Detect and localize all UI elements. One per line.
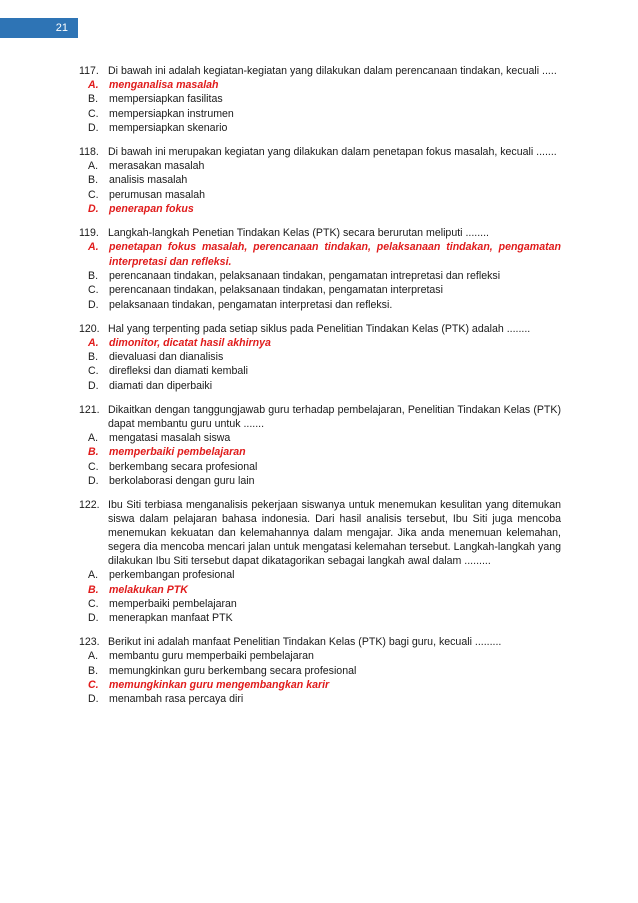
question-item xyxy=(79,322,561,393)
question-row xyxy=(79,145,561,159)
option-letter: C. xyxy=(88,460,99,473)
option-letter: C. xyxy=(88,679,99,692)
question-row xyxy=(79,322,561,336)
option-letter: A. xyxy=(88,569,99,582)
question-text: Di bawah ini adalah kegiatan-kegiatan yang dilakukan dalam perencanaan tindakan, kecuali ..... xyxy=(108,65,557,77)
option-text: penerapan fokus xyxy=(109,203,194,216)
answer-option xyxy=(79,611,561,625)
question-number: 121. xyxy=(79,404,100,417)
option-text: memperbaiki pembelajaran xyxy=(109,597,237,610)
option-text: analisis masalah xyxy=(109,174,188,187)
question-list xyxy=(79,64,561,717)
option-text: memungkinkan guru mengembangkan karir xyxy=(109,679,330,692)
option-text: perencanaan tindakan, pelaksanaan tindakan, pengamatan intrepretasi dan refleksi xyxy=(109,269,501,282)
question-text: Ibu Siti terbiasa menganalisis pekerjaan siswanya untuk menemukan kesulitan yang ditemukan siswa dalam pelajaran bahasa indonesia. Dari hasil analisis tersebut, Ibu Siti juga mencoba menemukan kekuatan dan kelemahannya dalam mengajar. Jika anda menemuan kelemahan, segera dia mencoba mencari jalan untuk mengatasi kelemahan tersebut. Langkah-langkah yang dilakukan Ibu Siti tersebut dapat dikatagorikan sebagai langkah awal dalam ......... xyxy=(108,499,561,568)
option-letter: D. xyxy=(88,474,99,487)
option-text: pelaksanaan tindakan, pengamatan interpretasi dan refleksi. xyxy=(109,298,393,311)
option-letter: A. xyxy=(88,336,99,349)
option-letter: A. xyxy=(88,160,99,173)
option-text: direfleksi dan diamati kembali xyxy=(109,365,248,378)
question-text: Berikut ini adalah manfaat Penelitian Tindakan Kelas (PTK) bagi guru, kecuali ......... xyxy=(108,636,502,649)
question-number: 120. xyxy=(79,322,100,335)
answer-option xyxy=(79,173,561,187)
question-item xyxy=(79,226,561,311)
answer-option xyxy=(79,107,561,121)
question-number: 118. xyxy=(79,146,99,159)
answer-option xyxy=(79,159,561,173)
question-text: Dikaitkan dengan tanggungjawab guru terhadap pembelajaran, Penelitian Tindakan Kelas (PTK) dapat membantu guru untuk ....... xyxy=(108,404,561,431)
answer-option xyxy=(79,431,561,445)
option-text: menambah rasa percaya diri xyxy=(109,693,244,706)
answer-option-correct xyxy=(79,202,561,216)
answer-option xyxy=(79,269,561,283)
option-text: diamati dan diperbaiki xyxy=(109,379,213,392)
answer-option-correct xyxy=(79,678,561,692)
option-letter: A. xyxy=(88,79,99,91)
answer-option xyxy=(79,649,561,663)
answer-option-correct xyxy=(79,445,561,459)
option-text: menerapkan manfaat PTK xyxy=(109,612,233,625)
option-text: melakukan PTK xyxy=(109,583,188,596)
option-letter: B. xyxy=(88,174,99,187)
option-letter: D. xyxy=(88,298,99,311)
question-row xyxy=(79,498,561,568)
question-row xyxy=(79,64,561,78)
answer-option xyxy=(79,568,561,582)
question-row xyxy=(79,635,561,649)
question-row xyxy=(79,226,561,240)
option-letter: B. xyxy=(88,269,99,282)
answer-option xyxy=(79,664,561,678)
question-number: 123. xyxy=(79,636,100,649)
answer-option-correct xyxy=(79,78,561,92)
answer-option xyxy=(79,597,561,611)
option-text: dimonitor, dicatat hasil akhirnya xyxy=(109,336,271,349)
option-text: mengatasi masalah siswa xyxy=(109,432,231,445)
question-number: 117. xyxy=(79,65,99,77)
answer-option xyxy=(79,379,561,393)
answer-option xyxy=(79,298,561,312)
question-item xyxy=(79,498,561,625)
option-text: merasakan masalah xyxy=(109,160,205,173)
option-text: memperbaiki pembelajaran xyxy=(109,446,246,459)
answer-option xyxy=(79,692,561,706)
option-text: berkolaborasi dengan guru lain xyxy=(109,474,255,487)
option-letter: B. xyxy=(88,446,99,459)
option-letter: D. xyxy=(88,203,99,216)
option-text: mempersiapkan skenario xyxy=(109,121,228,134)
answer-option-correct xyxy=(79,583,561,597)
answer-option xyxy=(79,364,561,378)
question-text: Langkah-langkah Penetian Tindakan Kelas (PTK) secara berurutan meliputi ........ xyxy=(108,227,490,240)
option-letter: B. xyxy=(88,351,99,364)
option-text: mempersiapkan fasilitas xyxy=(109,93,223,106)
option-letter: C. xyxy=(88,365,99,378)
answer-option xyxy=(79,188,561,202)
option-letter: A. xyxy=(88,650,99,663)
option-letter: A. xyxy=(88,241,99,254)
option-letter: B. xyxy=(88,664,99,677)
question-number: 122. xyxy=(79,499,100,512)
option-text: perkembangan profesional xyxy=(109,569,235,582)
answer-option-correct xyxy=(79,240,561,269)
option-letter: D. xyxy=(88,379,99,392)
option-text: memungkinkan guru berkembang secara profesional xyxy=(109,664,357,677)
page-number: 21 xyxy=(0,18,78,38)
question-row xyxy=(79,403,561,431)
answer-option xyxy=(79,474,561,488)
option-letter: D. xyxy=(88,693,99,706)
question-text: Di bawah ini merupakan kegiatan yang dilakukan dalam penetapan fokus masalah, kecuali ....... xyxy=(108,146,557,159)
option-letter: D. xyxy=(88,121,99,134)
question-item xyxy=(79,145,561,216)
option-text: mempersiapkan instrumen xyxy=(109,107,234,120)
question-item xyxy=(79,635,561,706)
question-number: 119. xyxy=(79,227,99,240)
option-text: dievaluasi dan dianalisis xyxy=(109,351,224,364)
question-text: Hal yang terpenting pada setiap siklus pada Penelitian Tindakan Kelas (PTK) adalah ........ xyxy=(108,322,531,335)
option-letter: B. xyxy=(88,583,99,596)
answer-option xyxy=(79,460,561,474)
option-text: berkembang secara profesional xyxy=(109,460,258,473)
question-item xyxy=(79,64,561,135)
option-letter: B. xyxy=(88,93,99,106)
option-letter: C. xyxy=(88,188,99,201)
answer-option-correct xyxy=(79,336,561,350)
option-text: penetapan fokus masalah, perencanaan tindakan, pelaksanaan tindakan, pengamatan interpretasi dan refleksi. xyxy=(109,241,561,268)
option-text: perumusan masalah xyxy=(109,188,205,201)
answer-option xyxy=(79,350,561,364)
answer-option xyxy=(79,283,561,297)
option-letter: C. xyxy=(88,284,99,297)
option-text: perencanaan tindakan, pelaksanaan tindakan, pengamatan interpretasi xyxy=(109,284,443,297)
option-letter: C. xyxy=(88,107,99,120)
option-text: menganalisa masalah xyxy=(109,79,219,91)
answer-option xyxy=(79,121,561,135)
option-letter: A. xyxy=(88,432,99,445)
question-item xyxy=(79,403,561,488)
option-letter: C. xyxy=(88,597,99,610)
option-letter: D. xyxy=(88,612,99,625)
answer-option xyxy=(79,92,561,106)
option-text: membantu guru memperbaiki pembelajaran xyxy=(109,650,314,663)
